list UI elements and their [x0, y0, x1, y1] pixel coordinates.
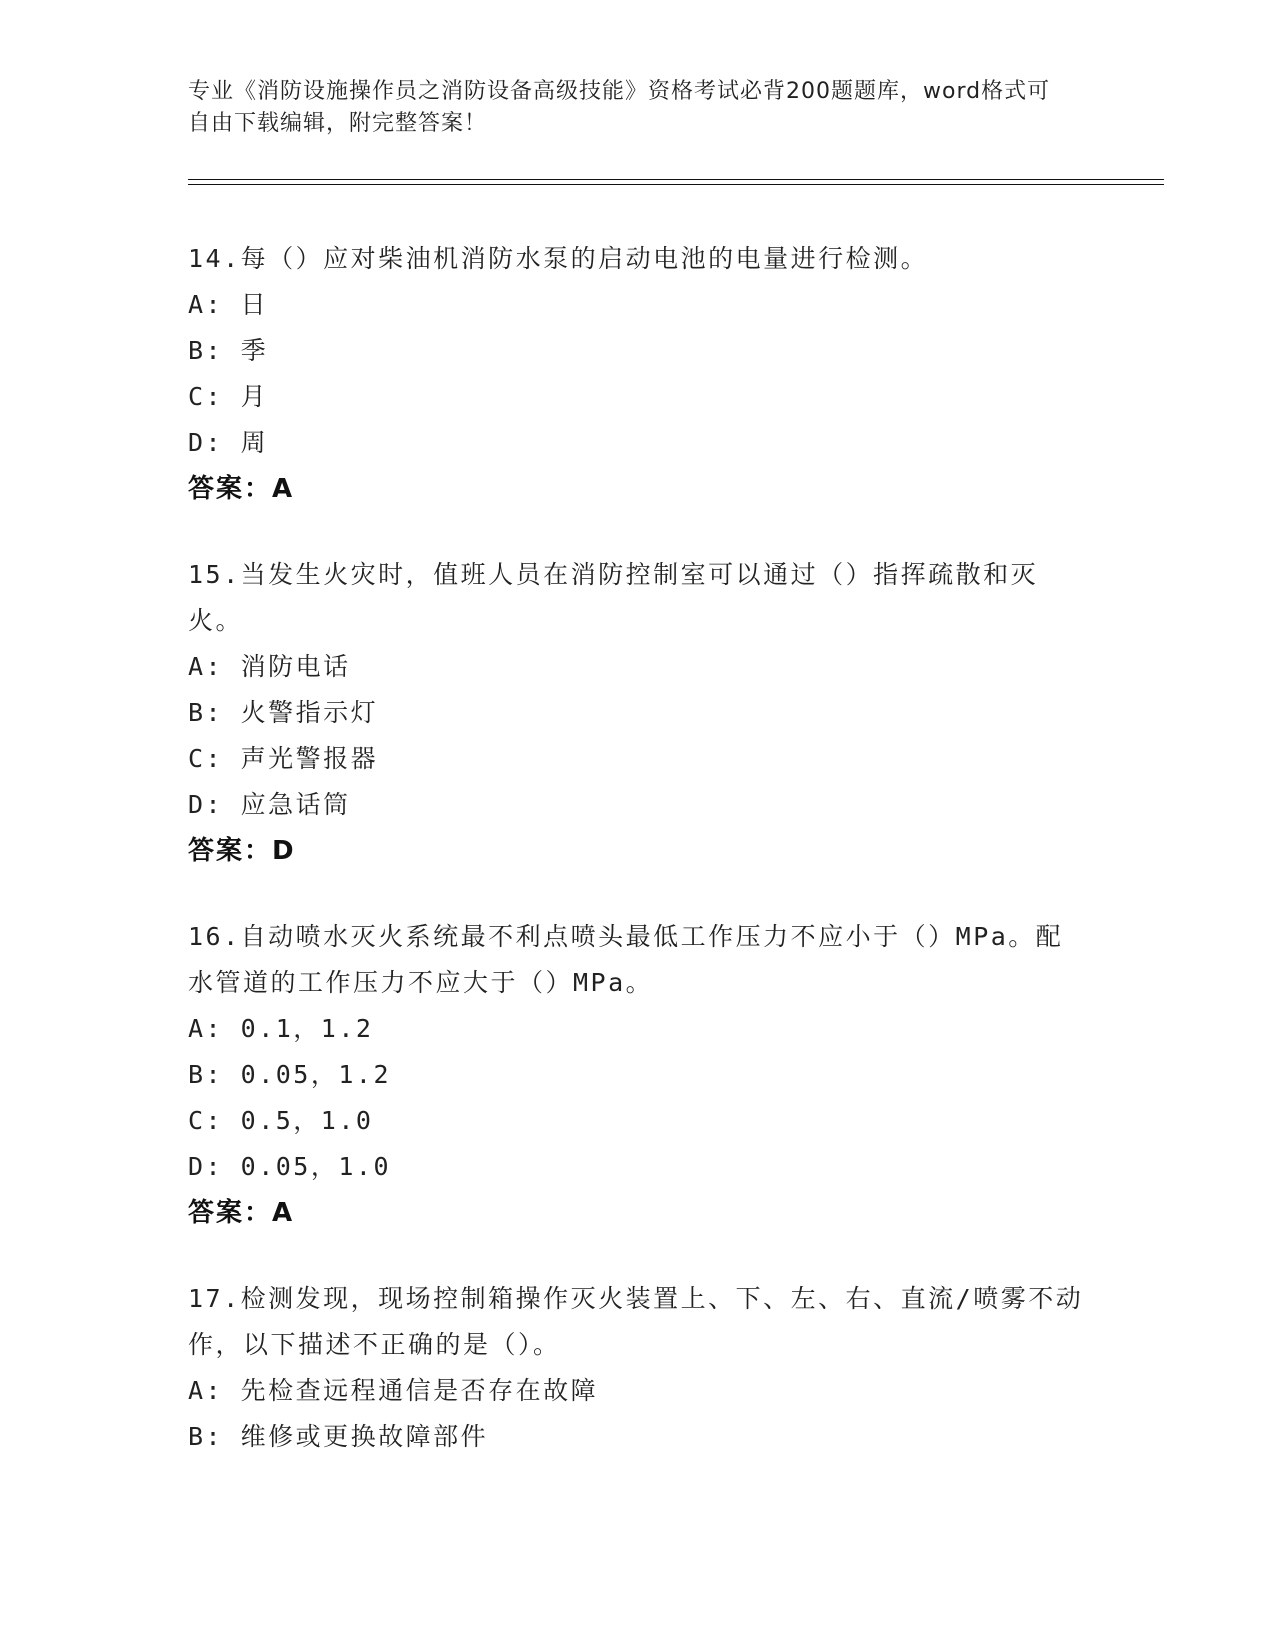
document-header: 专业《消防设施操作员之消防设备高级技能》资格考试必背200题题库，word格式可自由下载编辑，附完整答案！	[188, 79, 1051, 136]
question-stem: 17.检测发现，现场控制箱操作灭火装置上、下、左、右、直流/喷雾不动作，以下描述不正确的是（）。	[188, 1284, 1084, 1359]
question-15	[188, 552, 1088, 874]
option-b: B: 季	[188, 336, 269, 365]
question-stem: 16.自动喷水灭火系统最不利点喷头最低工作压力不应小于（）MPa。配水管道的工作压力不应大于（）MPa。	[188, 922, 1064, 997]
header-divider-top	[188, 179, 1164, 180]
option-b: B: 火警指示灯	[188, 698, 379, 727]
option-d: D: 0.05，1.0	[188, 1152, 392, 1181]
option-a: A: 先检查远程通信是否存在故障	[188, 1376, 599, 1405]
option-b: B: 维修或更换故障部件	[188, 1422, 489, 1451]
question-16	[188, 914, 1088, 1236]
question-17	[188, 1276, 1088, 1460]
option-a: A: 0.1，1.2	[188, 1014, 374, 1043]
option-c: C: 月	[188, 382, 269, 411]
question-14	[188, 236, 1088, 512]
option-d: D: 应急话筒	[188, 790, 351, 819]
option-a: A: 消防电话	[188, 652, 351, 681]
question-stem: 14.每（）应对柴油机消防水泵的启动电池的电量进行检测。	[188, 244, 929, 273]
answer-line: 答案：A	[188, 474, 295, 504]
answer-line: 答案：A	[188, 1198, 295, 1228]
option-c: C: 声光警报器	[188, 744, 379, 773]
question-stem: 15.当发生火灾时，值班人员在消防控制室可以通过（）指挥疏散和灭火。	[188, 560, 1039, 635]
header-divider-bottom	[188, 184, 1164, 185]
option-a: A: 日	[188, 290, 269, 319]
option-c: C: 0.5，1.0	[188, 1106, 374, 1135]
option-d: D: 周	[188, 428, 269, 457]
question-list	[188, 236, 1088, 1500]
answer-line: 答案：D	[188, 836, 296, 866]
option-b: B: 0.05，1.2	[188, 1060, 392, 1089]
